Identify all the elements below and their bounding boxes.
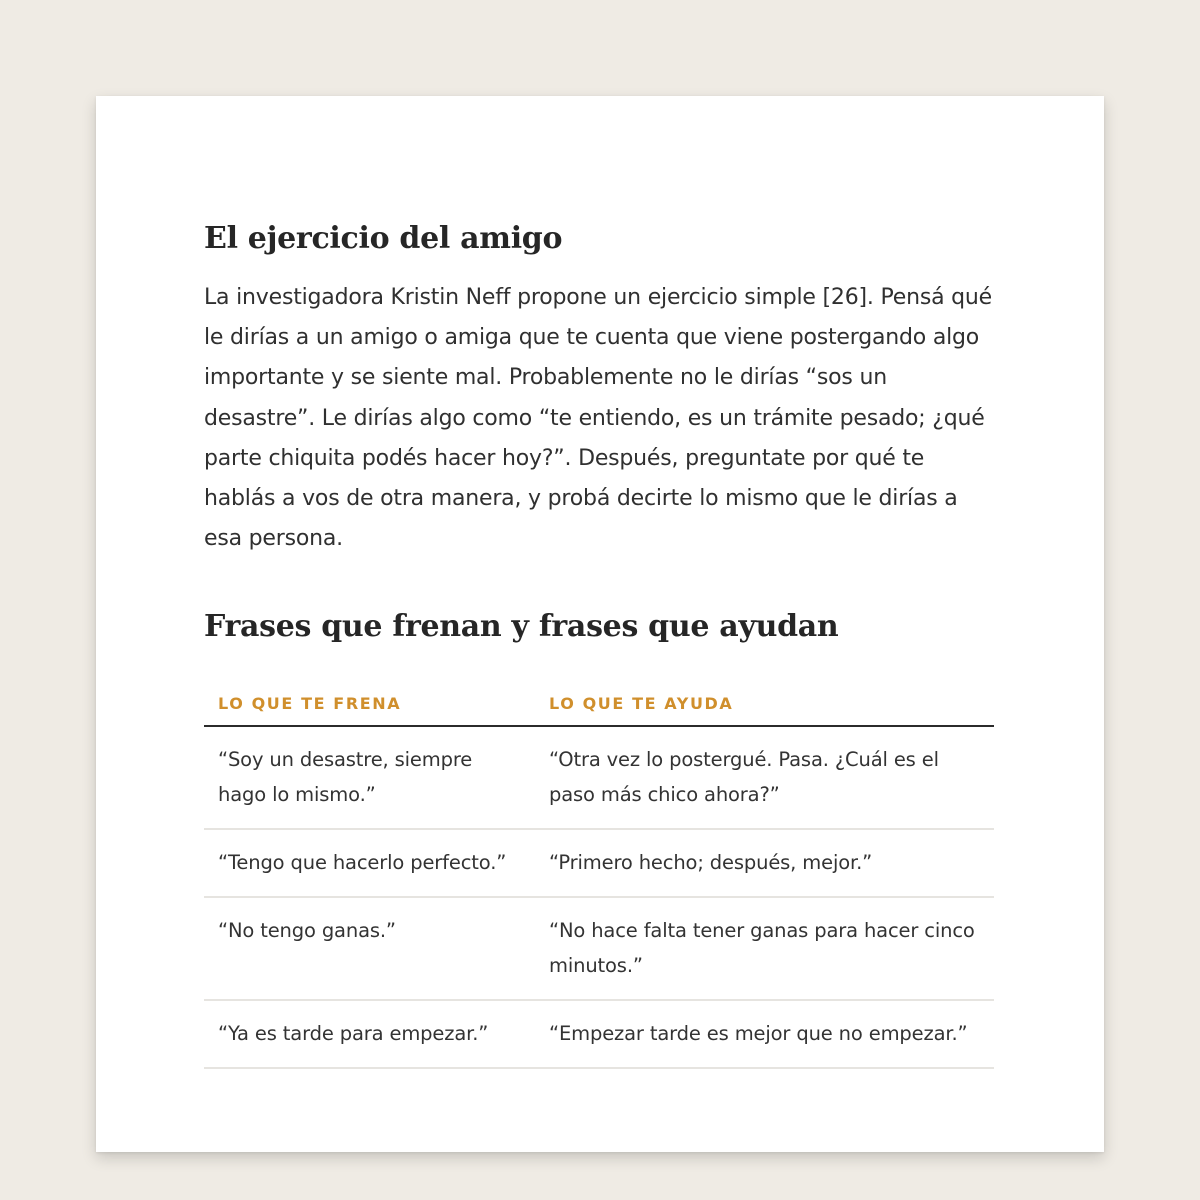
table-row [204, 1000, 994, 1068]
phrase-frena: “Soy un desastre, siempre hago lo mismo.” [204, 726, 535, 829]
table-row [204, 897, 994, 1000]
phrase-frena: “No tengo ganas.” [204, 897, 535, 1000]
exercise-paragraph: La investigadora Kristin Neff propone un ejercicio simple [26]. Pensá qué le dirías a un amigo o amiga que te cuenta que viene postergando algo importante y se siente mal. Probablemente no le dirías “sos un desastre”. Le dirías algo como “te entiendo, es un trámite pesado; ¿qué parte chiquita podés hacer hoy?”. Después, preguntate por qué te hablás a vos de otra manera, y probá decirte lo mismo que le dirías a esa persona. [204, 285, 993, 552]
table-row [204, 829, 994, 897]
table-header-row [204, 681, 994, 726]
phrases-heading: Frases que frenan y frases que ayudan [204, 609, 839, 644]
exercise-heading: El ejercicio del amigo [204, 221, 563, 256]
phrase-ayuda: “No hace falta tener ganas para hacer cinco minutos.” [535, 897, 994, 1000]
phrase-ayuda: “Otra vez lo postergué. Pasa. ¿Cuál es el paso más chico ahora?” [535, 726, 994, 829]
column-header-ayuda: LO QUE TE AYUDA [535, 681, 994, 726]
phrase-frena: “Ya es tarde para empezar.” [204, 1000, 535, 1068]
phrase-ayuda: “Primero hecho; después, mejor.” [535, 829, 994, 897]
article-card [96, 96, 1104, 1152]
phrases-table [204, 681, 994, 1069]
phrase-frena: “Tengo que hacerlo perfecto.” [204, 829, 535, 897]
column-header-frena: LO QUE TE FRENA [204, 681, 535, 726]
table-row [204, 726, 994, 829]
phrase-ayuda: “Empezar tarde es mejor que no empezar.” [535, 1000, 994, 1068]
